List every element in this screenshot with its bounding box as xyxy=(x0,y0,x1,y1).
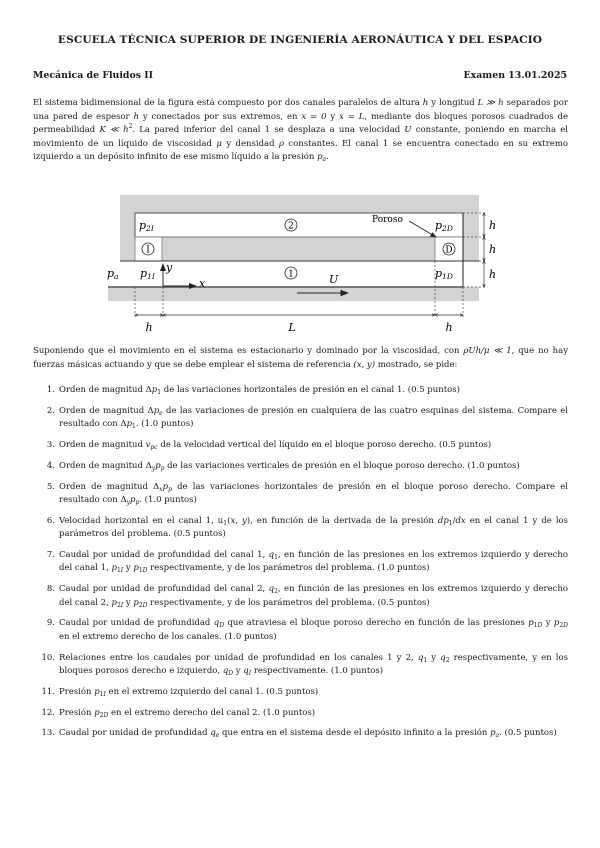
text: constantes. El canal 1 se encuentra conectado en su extremo izquierdo a un depósito infinito de ese mismo líquido a la presión xyxy=(33,138,568,163)
school-title: ESCUELA TÉCNICA SUPERIOR DE INGENIERÍA AERONÁUTICA Y DEL ESPACIO xyxy=(57,34,543,46)
question-item xyxy=(33,384,568,397)
question-text: Presión $p_{2D}$ en el extremo derecho del canal 2. (1.0 puntos) xyxy=(59,707,316,719)
text: mostrado, se pide: xyxy=(375,359,458,370)
math: h xyxy=(422,98,429,108)
sub: 2I xyxy=(146,224,154,233)
text: Suponiendo que el movimiento en el sistema es estacionario y dominado por la viscosidad, con xyxy=(33,346,464,356)
question-item xyxy=(33,481,568,508)
question-item xyxy=(33,515,568,542)
question-item xyxy=(33,439,568,452)
question-text: Caudal por unidad de profundidad del canal 1, $q_1$, en función de las presiones en los extremos izquierdo y derecho del canal 1, $p_{1I}$ y $p_{1D}$ respectivamente, y de los parámetros del problema. (1.0 puntos) xyxy=(59,550,568,575)
question-text: Orden de magnitud $v_{pc}$ de la velocidad vertical del líquido en el bloque poroso derecho. (0.5 puntos) xyxy=(59,440,492,451)
dim-h-mid: h xyxy=(489,243,497,256)
question-number: 5. xyxy=(46,481,55,492)
exam-date: Examen 13.01.2025 xyxy=(463,70,567,81)
question-item xyxy=(33,583,568,610)
question-number: 1. xyxy=(46,385,55,395)
math: (x, y) xyxy=(353,359,376,370)
sub: 2D xyxy=(442,224,453,233)
channel-2 xyxy=(135,213,463,237)
math: ρUh/μ ≪ 1 xyxy=(463,346,512,356)
question-text: Relaciones entre los caudales por unidad de profundidad en los canales 1 y 2, $q_1$ y $q_2$ respectivamente, y en los bloques porosos derecho e izquierdo, $q_D$ y $q_I$ respectivamente. (1.0 puntos) xyxy=(59,652,568,678)
question-number: 12. xyxy=(41,707,55,718)
math: p xyxy=(317,152,323,163)
text: . xyxy=(326,152,329,163)
math: K ≪ h xyxy=(99,125,129,136)
question-item xyxy=(33,727,568,740)
question-text: Caudal por unidad de profundidad $q_D$ que atraviesa el bloque poroso derecho en función de las presiones $p_{1D}$ y $p_{2D}$ en el extremo derecho de los canales. (1.0 puntos) xyxy=(59,618,568,642)
text: , mediante dos bloques porosos cuadrados de permeabilidad xyxy=(33,111,568,136)
question-item xyxy=(33,549,568,576)
math: μ xyxy=(216,138,222,149)
course-name: Mecánica de Fluidos II xyxy=(33,70,154,81)
text: . La pared inferior del canal 1 se desplaza a una velocidad xyxy=(132,125,405,136)
bottom-moving-wall xyxy=(108,287,479,301)
question-number: 2. xyxy=(46,405,55,416)
question-item xyxy=(33,707,568,720)
text: separados por una pared de espesor xyxy=(33,98,568,122)
dim-h-left: h xyxy=(145,321,153,334)
dim-h-bot: h xyxy=(489,268,497,281)
math: x = 0 xyxy=(301,111,327,122)
porous-left-label: I xyxy=(146,245,150,256)
question-text: Orden de magnitud $\Delta p_1$ de las variaciones horizontales de presión en el canal 1. (0.5 puntos) xyxy=(59,385,460,396)
channel-1 xyxy=(108,261,463,287)
p: p xyxy=(140,267,148,280)
channel-2-label: 2 xyxy=(288,221,294,232)
math: ρ xyxy=(278,138,284,149)
math: a xyxy=(322,156,327,164)
question-number: 8. xyxy=(46,584,55,595)
channel-1-label: 1 xyxy=(288,269,294,280)
label-y-axis: y xyxy=(166,261,173,274)
problem-statement xyxy=(33,97,568,165)
question-item xyxy=(33,652,568,679)
math: 2 xyxy=(128,123,133,131)
channel-diagram xyxy=(0,185,600,340)
math: U xyxy=(404,125,412,136)
question-text: Caudal por unidad de profundidad $q_e$ que entra en el sistema desde el depósito infinito a la presión $p_a$. (0.5 puntos) xyxy=(59,728,557,740)
question-item xyxy=(33,686,568,699)
text: constante, poniendo en marcha el movimiento de un líquido de viscosidad xyxy=(33,125,568,149)
question-number: 9. xyxy=(46,618,55,629)
question-list xyxy=(33,384,568,748)
question-text: Orden de magnitud $\Delta_yp_p$ de las variaciones verticales de presión en el bloque poroso derecho. (1.0 puntos) xyxy=(59,460,520,472)
question-number: 7. xyxy=(46,550,55,560)
question-item xyxy=(33,617,568,644)
assumptions-paragraph xyxy=(33,345,568,372)
text: El sistema bidimensional de la figura está compuesto por dos canales paralelos de altura xyxy=(33,98,423,108)
text: y densidad xyxy=(221,138,279,149)
dim-h-right: h xyxy=(445,321,453,334)
math: h xyxy=(133,111,139,122)
p: p xyxy=(435,219,443,232)
sub: 1D xyxy=(442,272,453,281)
dim-L: L xyxy=(288,321,296,334)
question-text: Orden de magnitud $\Delta p_e$ de las variaciones de presión en cualquiera de las cuatro esquinas del sistema. Compare el resultado con $\Delta p_1$. (1.0 puntos) xyxy=(59,405,568,431)
porous-right-label: D xyxy=(445,245,453,256)
math: x = L xyxy=(339,111,365,122)
sub: a xyxy=(114,272,119,281)
label-x-axis: x xyxy=(199,277,206,290)
text: , que no hay fuerzas másicas actuando y que se debe emplear el sistema de referencia xyxy=(33,346,568,370)
question-number: 4. xyxy=(46,460,55,471)
question-number: 11. xyxy=(41,686,55,697)
question-text: Presión $p_{1I}$ en el extremo izquierdo del canal 1. (0.5 puntos) xyxy=(59,686,319,698)
question-number: 6. xyxy=(46,515,55,526)
question-number: 10. xyxy=(41,652,55,663)
question-item xyxy=(33,405,568,432)
label-U: U xyxy=(329,273,339,286)
question-text: Caudal por unidad de profundidad del canal 2, $q_2$, en función de las presiones en los extremos izquierdo y derecho del canal 2, $p_{2I}$ y $p_{2D}$ respectivamente, y de los parámetros del problema. (0.5 puntos) xyxy=(59,584,568,609)
p: p xyxy=(107,267,115,280)
text: y conectados por sus extremos, en xyxy=(138,111,302,122)
dim-h-top: h xyxy=(489,219,497,232)
question-text: Velocidad horizontal en el canal 1, $u_1(x$, y), en función de la derivada de la presión $dp_1/dx$ en el canal 1 y de los parámetros del problema. (0.5 puntos) xyxy=(59,515,569,540)
p: p xyxy=(139,219,147,232)
p: p xyxy=(435,267,443,280)
question-text: Orden de magnitud $\Delta_xp_p$ de las variaciones horizontales de presión en el bloque poroso derecho. Compare el resultado con $\Delta_yp_p$. (1.0 puntos) xyxy=(59,481,568,506)
math: L ≫ h xyxy=(477,98,504,108)
sub: 1I xyxy=(147,272,155,281)
question-number: 3. xyxy=(46,440,55,450)
text: y xyxy=(326,111,340,122)
text: y longitud xyxy=(428,98,478,108)
question-number: 13. xyxy=(41,728,55,739)
label-porous: Poroso xyxy=(372,215,403,225)
question-item xyxy=(33,460,568,473)
